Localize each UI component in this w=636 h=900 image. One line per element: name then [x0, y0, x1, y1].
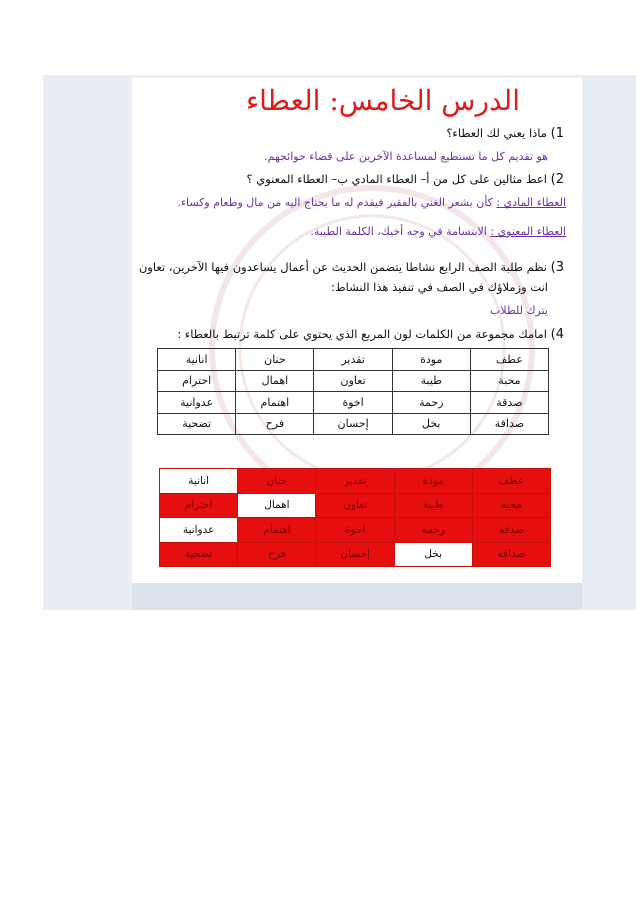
answer-text: كأن يشعر الغني بالفقير فيقدم له ما يحتاج اليه من مال وطعام وكساء.	[177, 196, 493, 209]
question-3	[139, 260, 564, 275]
word-cell[interactable]: اهمال	[236, 370, 314, 392]
colored-word-cell[interactable]: صدقة	[472, 518, 550, 543]
uncolored-word-cell[interactable]: اهمال	[238, 493, 316, 518]
colored-word-cell[interactable]: مودة	[394, 469, 472, 494]
lesson-title: الدرس الخامس: العطاء	[245, 84, 520, 117]
colored-word-cell[interactable]: تعاون	[316, 493, 394, 518]
answer-2-moral	[310, 225, 566, 238]
word-cell[interactable]: اخوة	[314, 392, 392, 414]
page-shadow	[132, 583, 582, 610]
table-row	[160, 493, 551, 518]
table-row	[160, 469, 551, 494]
word-cell[interactable]: رحمة	[392, 392, 470, 414]
question-3-line2: انت وزملاؤك في الصف في تنفيذ هذا النشاط:	[331, 280, 548, 294]
question-text: نظم طلبة الصف الرابع نشاطا يتضمن الحديث عن أعمال يساعدون فيها الآخرين، تعاون	[138, 260, 547, 274]
table-row	[160, 518, 551, 543]
answer-3: يترك للطلاب	[490, 304, 548, 317]
question-number: 3)	[550, 260, 564, 275]
colored-word-cell[interactable]: عطف	[472, 469, 550, 494]
word-cell[interactable]: حنان	[236, 349, 314, 371]
question-2	[246, 172, 564, 187]
question-text: ماذا يعني لك العطاء؟	[446, 126, 547, 140]
colored-word-cell[interactable]: تضحية	[160, 542, 238, 567]
uncolored-word-cell[interactable]: انانية	[160, 469, 238, 494]
word-cell[interactable]: عدوانية	[158, 392, 236, 414]
word-cell[interactable]: تضحية	[158, 413, 236, 435]
uncolored-word-cell[interactable]: بخل	[394, 542, 472, 567]
word-cell[interactable]: تعاون	[314, 370, 392, 392]
word-cell[interactable]: احترام	[158, 370, 236, 392]
word-cell[interactable]: صدقة	[470, 392, 548, 414]
word-cell[interactable]: بخل	[392, 413, 470, 435]
colored-word-cell[interactable]: رحمة	[394, 518, 472, 543]
question-4	[177, 327, 564, 342]
word-cell[interactable]: فرح	[236, 413, 314, 435]
colored-word-cell[interactable]: صداقة	[472, 542, 550, 567]
word-cell[interactable]: محبة	[470, 370, 548, 392]
colored-word-cell[interactable]: إحسان	[316, 542, 394, 567]
word-cell[interactable]: صداقة	[470, 413, 548, 435]
colored-word-cell[interactable]: طيبة	[394, 493, 472, 518]
word-cell[interactable]: إحسان	[314, 413, 392, 435]
question-number: 2)	[550, 172, 564, 187]
colored-word-cell[interactable]: محبة	[472, 493, 550, 518]
word-cell[interactable]: اهتمام	[236, 392, 314, 414]
colored-word-cell[interactable]: فرح	[238, 542, 316, 567]
colored-word-cell[interactable]: حنان	[238, 469, 316, 494]
answer-label: العطاء المادي :	[496, 196, 566, 209]
word-cell[interactable]: تقدير	[314, 349, 392, 371]
answer-text: الابتسامة في وجه أخيك، الكلمة الطيبة.	[310, 225, 487, 238]
colored-word-cell[interactable]: احترام	[160, 493, 238, 518]
answer-colored-table	[159, 468, 551, 567]
question-number: 4)	[550, 327, 564, 342]
question-1	[446, 126, 564, 141]
question-text: امامك مجموعة من الكلمات لون المربع الذي يحتوي على كلمة ترتبط بالعطاء :	[177, 327, 547, 341]
colored-word-cell[interactable]: اخوة	[316, 518, 394, 543]
table-row	[158, 370, 549, 392]
uncolored-word-cell[interactable]: عدوانية	[160, 518, 238, 543]
table-row	[158, 392, 549, 414]
table-row	[160, 542, 551, 567]
word-grid-table	[157, 348, 549, 435]
colored-word-cell[interactable]: اهتمام	[238, 518, 316, 543]
word-cell[interactable]: طيبة	[392, 370, 470, 392]
worksheet-page	[132, 78, 582, 583]
answer-2-material	[177, 196, 566, 209]
word-cell[interactable]: عطف	[470, 349, 548, 371]
colored-word-cell[interactable]: تقدير	[316, 469, 394, 494]
word-cell[interactable]: انانية	[158, 349, 236, 371]
answer-1: هو تقديم كل ما تستطيع لمساعدة الآخرين على قضاء حوائجهم.	[264, 150, 548, 163]
table-row	[158, 413, 549, 435]
question-text: اعط مثالين على كل من أ– العطاء المادي ب– العطاء المعنوي ؟	[246, 172, 547, 186]
question-number: 1)	[550, 126, 564, 141]
table-row	[158, 349, 549, 371]
answer-label: العطاء المعنوي :	[490, 225, 566, 238]
word-cell[interactable]: مودة	[392, 349, 470, 371]
